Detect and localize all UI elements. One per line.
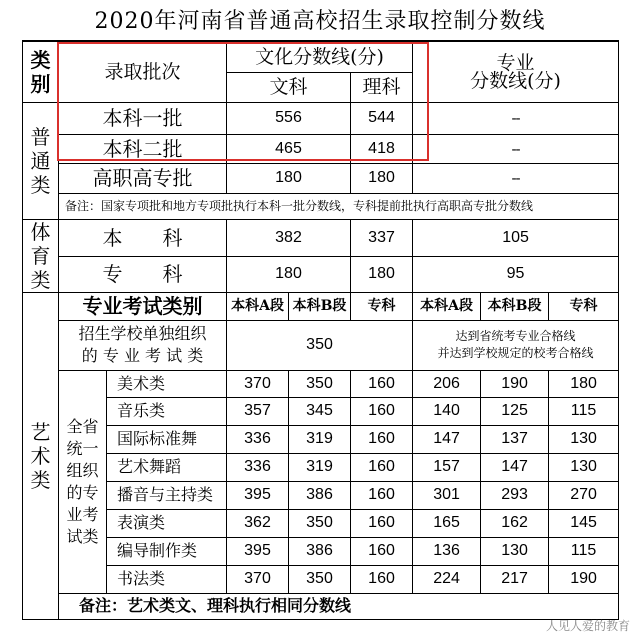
batch-header: 录取批次 xyxy=(59,41,227,102)
li-score: 337 xyxy=(351,219,413,256)
school-org-culture: 350 xyxy=(227,320,413,370)
score-cell: 160 xyxy=(351,453,413,481)
score-cell: 370 xyxy=(227,370,289,397)
art-row-name: 表演类 xyxy=(107,509,227,537)
score-cell: 130 xyxy=(549,453,619,481)
score-cell: 190 xyxy=(549,565,619,593)
li-header: 理科 xyxy=(351,72,413,102)
score-cell: 162 xyxy=(481,509,549,537)
score-cell: 147 xyxy=(481,453,549,481)
score-cell: 160 xyxy=(351,537,413,565)
score-cell: 362 xyxy=(227,509,289,537)
culture-header: 文化分数线(分) xyxy=(227,41,413,72)
score-cell: 386 xyxy=(289,537,351,565)
batch-cell: 本科一批 xyxy=(59,102,227,134)
wen-score: 382 xyxy=(227,219,351,256)
major-score: -- xyxy=(413,134,619,163)
score-cell: 160 xyxy=(351,397,413,425)
score-cell: 350 xyxy=(289,370,351,397)
art-note: 备注：艺术类文、理科执行相同分数线 xyxy=(59,593,619,619)
score-cell: 165 xyxy=(413,509,481,537)
score-cell: 395 xyxy=(227,537,289,565)
score-cell: 336 xyxy=(227,453,289,481)
wen-header: 文科 xyxy=(227,72,351,102)
score-cell: 115 xyxy=(549,397,619,425)
score-cell: 336 xyxy=(227,425,289,453)
score-cell: 145 xyxy=(549,509,619,537)
score-cell: 147 xyxy=(413,425,481,453)
art-col-header: 本科A段 xyxy=(413,292,481,320)
score-cell: 160 xyxy=(351,370,413,397)
art-row-name: 美术类 xyxy=(107,370,227,397)
score-cell: 160 xyxy=(351,425,413,453)
general-label: 普 通 类 xyxy=(23,102,59,219)
score-cell: 137 xyxy=(481,425,549,453)
batch-cell: 本 科 xyxy=(59,219,227,256)
score-cell: 357 xyxy=(227,397,289,425)
major-score: -- xyxy=(413,163,619,193)
batch-cell: 专 科 xyxy=(59,256,227,292)
score-cell: 370 xyxy=(227,565,289,593)
art-row-name: 音乐类 xyxy=(107,397,227,425)
score-cell: 130 xyxy=(481,537,549,565)
score-cell: 140 xyxy=(413,397,481,425)
wen-score: 556 xyxy=(227,102,351,134)
li-score: 544 xyxy=(351,102,413,134)
art-row-name: 艺术舞蹈 xyxy=(107,453,227,481)
general-note: 备注：国家专项批和地方专项批执行本科一批分数线，专科提前批执行高职高专批分数线 xyxy=(59,193,619,219)
score-cell: 206 xyxy=(413,370,481,397)
score-cell: 115 xyxy=(549,537,619,565)
li-score: 418 xyxy=(351,134,413,163)
score-cell: 319 xyxy=(289,425,351,453)
art-row-name: 国际标准舞 xyxy=(107,425,227,453)
art-col-header: 专科 xyxy=(549,292,619,320)
art-row-name: 书法类 xyxy=(107,565,227,593)
score-cell: 345 xyxy=(289,397,351,425)
sports-label: 体 育 类 xyxy=(23,219,59,292)
score-cell: 180 xyxy=(549,370,619,397)
art-col-header: 专科 xyxy=(351,292,413,320)
major-score: 105 xyxy=(413,219,619,256)
art-col-header: 本科B段 xyxy=(289,292,351,320)
major-score: 95 xyxy=(413,256,619,292)
art-col-header: 本科B段 xyxy=(481,292,549,320)
score-cell: 301 xyxy=(413,481,481,509)
score-cell: 350 xyxy=(289,565,351,593)
watermark: 人见人爱的教育 xyxy=(545,619,630,633)
score-cell: 395 xyxy=(227,481,289,509)
major-header: 专业 分数线(分) xyxy=(413,41,619,102)
page-title: 2020年河南省普通高校招生录取控制分数线 xyxy=(94,9,546,34)
batch-cell: 高职高专批 xyxy=(59,163,227,193)
score-cell: 160 xyxy=(351,509,413,537)
score-cell: 130 xyxy=(549,425,619,453)
score-cell: 270 xyxy=(549,481,619,509)
score-table xyxy=(22,40,619,620)
art-label: 艺 术 类 xyxy=(23,292,59,619)
wen-score: 180 xyxy=(227,256,351,292)
wen-score: 465 xyxy=(227,134,351,163)
category-header: 类 别 xyxy=(23,41,59,102)
art-row-name: 播音与主持类 xyxy=(107,481,227,509)
school-org-label: 招生学校单独组织 的 专 业 考 试 类 xyxy=(59,320,227,370)
li-score: 180 xyxy=(351,256,413,292)
score-cell: 224 xyxy=(413,565,481,593)
li-score: 180 xyxy=(351,163,413,193)
wen-score: 180 xyxy=(227,163,351,193)
score-cell: 350 xyxy=(289,509,351,537)
score-cell: 319 xyxy=(289,453,351,481)
exam-category-header: 专业考试类别 xyxy=(59,292,227,320)
score-cell: 157 xyxy=(413,453,481,481)
score-cell: 190 xyxy=(481,370,549,397)
score-cell: 160 xyxy=(351,565,413,593)
art-row-name: 编导制作类 xyxy=(107,537,227,565)
provincial-label: 全省 统一 组织 的专 业考 试类 xyxy=(59,370,107,593)
school-org-major: 达到省统考专业合格线 并达到学校规定的校考合格线 xyxy=(413,320,619,370)
score-cell: 217 xyxy=(481,565,549,593)
major-score: -- xyxy=(413,102,619,134)
batch-cell: 本科二批 xyxy=(59,134,227,163)
score-cell: 136 xyxy=(413,537,481,565)
art-col-header: 本科A段 xyxy=(227,292,289,320)
score-cell: 125 xyxy=(481,397,549,425)
score-cell: 293 xyxy=(481,481,549,509)
score-cell: 160 xyxy=(351,481,413,509)
score-cell: 386 xyxy=(289,481,351,509)
